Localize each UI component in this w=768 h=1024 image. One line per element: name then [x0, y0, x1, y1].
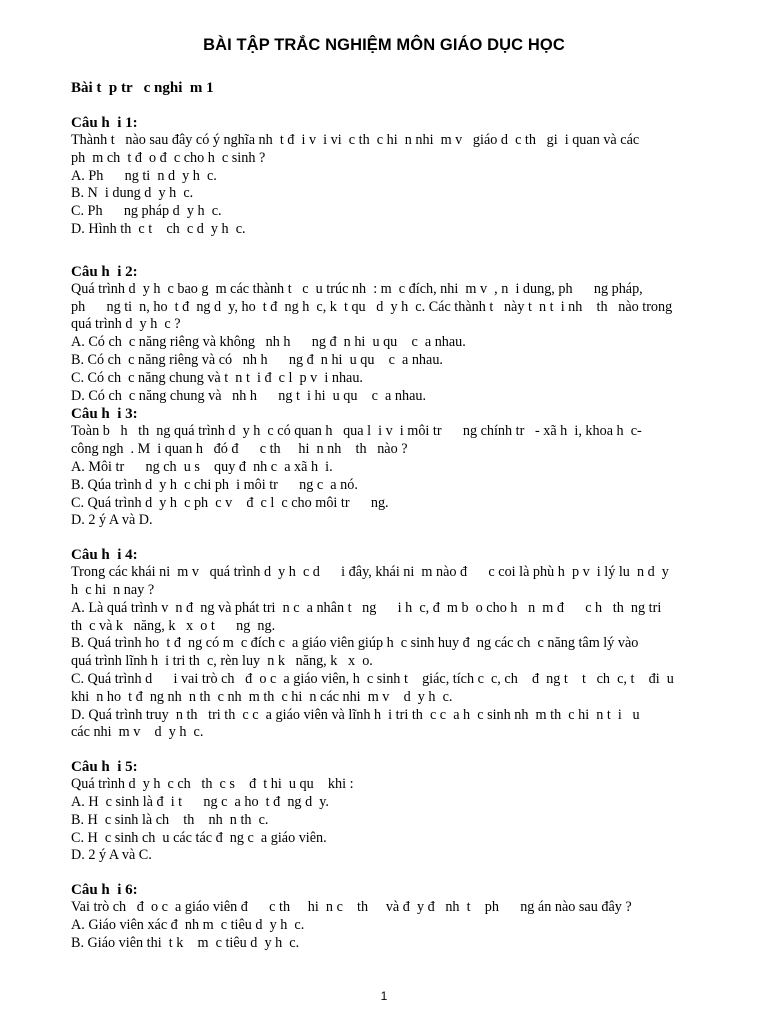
answer-option: C. Quá trình d i vai trò ch đ o c a giáo viên, h c sinh t giác, tích c c, ch đ ng t t ch c, t đi u	[71, 670, 674, 687]
answer-option: D. 2 ý A và C.	[71, 847, 152, 864]
question-text: Quá trình d y h c bao g m các thành t c u trúc nh : m c đích, nhi m v , n i dung, ph ng pháp,	[71, 280, 643, 297]
question-text: Thành t nào sau đây có ý nghĩa nh t đ i v i vi c th c hi n nhi m v giáo d c th gi i quan và các	[71, 132, 640, 148]
answer-option: B. Có ch c năng riêng và có nh h ng đ n hi u qu c a nhau.	[71, 351, 443, 368]
question-title: Câu h i 5:	[71, 759, 138, 776]
exercise-heading: Bài t p tr c nghi m 1	[71, 80, 214, 96]
answer-option: B. Giáo viên thi t k m c tiêu d y h c.	[71, 934, 300, 951]
answer-option: A. Môi tr ng ch u s quy đ nh c a xã h i.	[71, 458, 333, 475]
question-title: Câu h i 6:	[71, 882, 138, 899]
question-text: Toàn b h th ng quá trình d y h c có quan h qua l i v i môi tr ng chính tr - xã h i, khoa h c-	[71, 423, 642, 440]
answer-option: khi n ho t đ ng nh n th c nh m th c hi n các nhi m v d y h c.	[71, 688, 453, 705]
answer-option: các nhi m v d y h c.	[71, 724, 204, 741]
answer-option: C. Có ch c năng chung và t n t i đ c l p v i nhau.	[71, 369, 363, 386]
question-text: Quá trình d y h c ch th c s đ t hi u qu khi :	[71, 776, 354, 793]
question-2	[71, 263, 696, 406]
question-title: Câu h i 1:	[71, 115, 138, 131]
answer-option: B. H c sinh là ch th nh n th c.	[71, 811, 269, 828]
question-title: Câu h i 3:	[71, 406, 138, 423]
answer-option: A. Có ch c năng riêng và không nh h ng đ n hi u qu c a nhau.	[71, 334, 466, 351]
answer-option: C. Quá trình d y h c ph c v đ c l c cho môi tr ng.	[71, 494, 389, 511]
question-text: quá trình d y h c ?	[71, 316, 181, 333]
question-text: h c hi n nay ?	[71, 581, 155, 598]
page-number: 1	[380, 989, 388, 1003]
answer-option: quá trình lĩnh h i tri th c, rèn luy n k năng, k x o.	[71, 653, 373, 670]
question-text: công ngh . M i quan h đó đ c th hi n nh th nào ?	[71, 441, 408, 458]
answer-option: B. Qúa trình d y h c chi ph i môi tr ng c a nó.	[71, 476, 358, 493]
question-text: Trong các khái ni m v quá trình d y h c d i đây, khái ni m nào đ c coi là phù h p v i lý lu n d y	[71, 564, 669, 581]
answer-option: A. Giáo viên xác đ nh m c tiêu d y h c.	[71, 916, 305, 933]
question-5	[71, 758, 696, 865]
question-title: Câu h i 2:	[71, 263, 138, 280]
answer-option: A. Ph ng ti n d y h c.	[71, 167, 217, 184]
question-1	[71, 114, 696, 239]
answer-option: D. Quá trình truy n th tri th c c a giáo viên và lĩnh h i tri th c c a h c sinh nh m th c hi n t i u	[71, 706, 640, 723]
question-title: Câu h i 4:	[71, 547, 138, 564]
answer-option: B. N i dung d y h c.	[71, 185, 194, 202]
answer-option: B. Quá trình ho t đ ng có m c đích c a giáo viên giúp h c sinh huy đ ng các ch c năng tâm lý vào	[71, 635, 639, 652]
question-text: ph ng ti n, ho t đ ng d y, ho t đ ng h c, k t qu d y h c. Các thành t này t n t i nh th nào trong	[71, 298, 673, 315]
answer-option: th c và k năng, k x o t ng ng.	[71, 617, 276, 634]
question-3	[71, 405, 696, 530]
document-body	[71, 79, 696, 968]
question-4	[71, 546, 696, 742]
question-text: Vai trò ch đ o c a giáo viên đ c th hi n c th và đ y đ nh t ph ng án nào sau đây ?	[71, 899, 632, 916]
question-6	[71, 881, 696, 952]
question-text: ph m ch t đ o đ c cho h c sinh ?	[71, 149, 266, 166]
answer-option: D. 2 ý A và D.	[71, 512, 153, 529]
document-title: BÀI TẬP TRẮC NGHIỆM MÔN GIÁO DỤC HỌC	[203, 36, 565, 54]
answer-option: D. Hình th c t ch c d y h c.	[71, 220, 246, 237]
answer-option: C. Ph ng pháp d y h c.	[71, 203, 222, 220]
answer-option: A. H c sinh là đ i t ng c a ho t đ ng d y.	[71, 793, 329, 810]
answer-option: D. Có ch c năng chung và nh h ng t i hi u qu c a nhau.	[71, 387, 427, 404]
answer-option: A. Là quá trình v n đ ng và phát tri n c a nhân t ng i h c, đ m b o cho h n m đ c h th ng tri	[71, 599, 662, 616]
answer-option: C. H c sinh ch u các tác đ ng c a giáo viên.	[71, 829, 327, 846]
